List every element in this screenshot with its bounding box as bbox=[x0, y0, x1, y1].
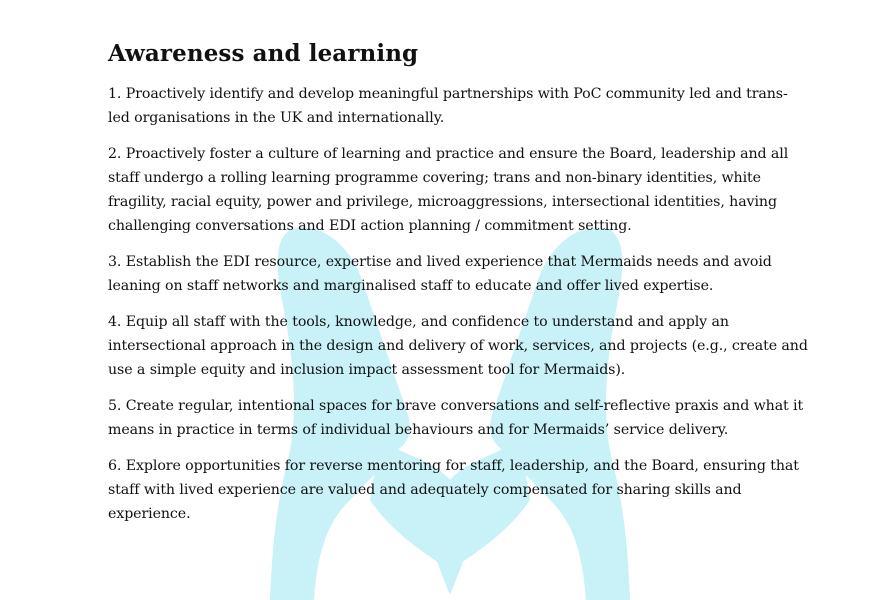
list-item: 3. Establish the EDI resource, expertise and lived experience that Mermaids needs and avoid leaning on staff networks and marginalised staff to educate and offer lived expertise. bbox=[108, 254, 772, 294]
list-item: 4. Equip all staff with the tools, knowledge, and confidence to understand and apply an intersectional approach in the design and delivery of work, services, and projects (e.g., create and use a simple equity and inclusion impact assessment tool for Mermaids). bbox=[108, 314, 808, 378]
list-item: 5. Create regular, intentional spaces for brave conversations and self-reflective praxis and what it means in practice in terms of individual behaviours and for Mermaids’ service delivery. bbox=[108, 398, 804, 438]
list-item: 6. Explore opportunities for reverse mentoring for staff, leadership, and the Board, ensuring that staff with lived experience are valued and adequately compensated for sharing skills and experience. bbox=[108, 458, 799, 522]
list-item: 1. Proactively identify and develop meaningful partnerships with PoC community led and trans-led organisations in the UK and internationally. bbox=[108, 86, 788, 126]
list-item: 2. Proactively foster a culture of learning and practice and ensure the Board, leadership and all staff undergo a rolling learning programme covering; trans and non-binary identities, white fragility, racial equity, power and privilege, microaggressions, intersectional identities, having challenging conversations and EDI action planning / commitment setting. bbox=[108, 146, 789, 234]
document-content bbox=[108, 40, 808, 538]
section-heading: Awareness and learning bbox=[108, 40, 419, 67]
